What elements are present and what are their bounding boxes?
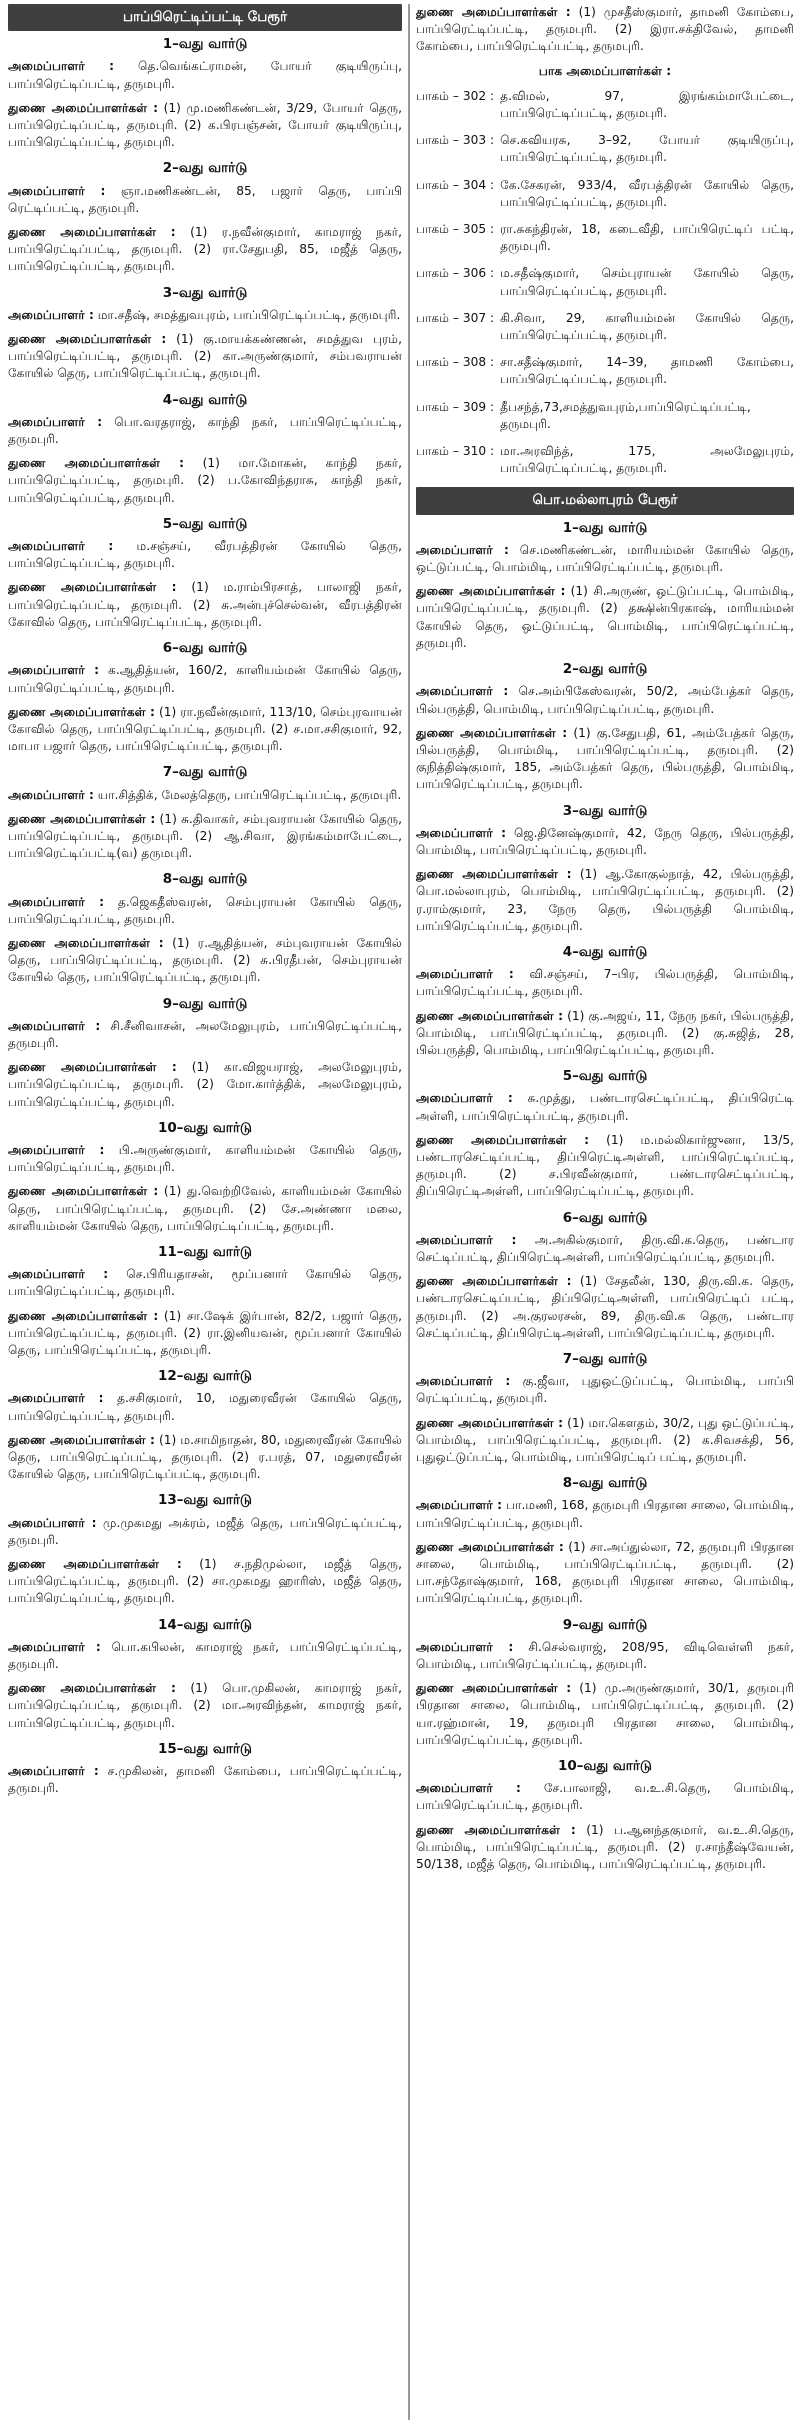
- organizer-text: த.சசிகுமார், 10, மதுரைவீரன் கோயில் தெரு, பாப்பிரெட்டிப்பட்டி, தருமபுரி.: [8, 1391, 402, 1423]
- deputy-organizers-entry: [8, 1432, 402, 1484]
- organizer-entry: [8, 1018, 402, 1052]
- organizer-label: அமைப்பாளர் :: [416, 967, 514, 982]
- organizer-entry: [8, 1266, 402, 1300]
- deputy-organizers-text: (1) சேதலீன், 130, திரு.வி.க. தெரு, பண்டாரசெட்டிப்பட்டி, திப்பிரெட்டிஅள்ளி, பாப்பிரெட்டிப் பட்டி, தருமபுரி. (2) அ.குரலரசன், 89, திரு.வி.க தெரு, பண்டார செட்டிப்பட்டி, திப்பிரெட்டிஅள்ளி, பாப்பிரெட்டிப்பட்டி, தருமபுரி.: [416, 1274, 794, 1340]
- booth-organizer-text: ரா.சுகந்திரன், 18, கடைவீதி, பாப்பிரெட்டிப் பட்டி, தருமபுரி.: [500, 222, 794, 254]
- organizer-text: ம.சஞ்சய், வீரபத்திரன் கோயில் தெரு, பாப்பிரெட்டிப்பட்டி, தருமபுரி.: [8, 539, 402, 571]
- organizer-text: பி.அருண்குமார், காளியம்மன் கோயில் தெரு, பாப்பிரெட்டிப்பட்டி, தருமபுரி.: [8, 1142, 402, 1175]
- deputy-organizers-text: (1) கு.மாயக்கண்ணன், சமத்துவ புரம், பாப்பிரெட்டிப்பட்டி, தருமபுரி. (2) கா.அருண்குமார், சம்பவராயன் கோயில் தெரு, பாப்பிரெட்டிப்பட்டி, தருமபுரி.: [8, 332, 402, 381]
- deputy-organizers-entry: [8, 1308, 402, 1360]
- deputy-organizers-label: துணை அமைப்பாளர்கள் :: [8, 456, 185, 471]
- ward-heading: 6–வது வார்டு: [162, 640, 248, 657]
- organizer-text: பா.மணி, 168, தருமபுரி பிரதான சாலை, பொம்மிடி, பாப்பிரெட்டிப்பட்டி, தருமபுரி.: [416, 1498, 794, 1530]
- deputy-organizers-entry: [416, 866, 794, 935]
- deputy-organizers-label: துணை அமைப்பாளர்கள் :: [8, 100, 158, 115]
- deputy-organizers-entry: [8, 579, 402, 631]
- ward-heading: 8–வது வார்டு: [562, 1475, 648, 1492]
- booth-number: பாகம் – 306 :: [416, 266, 495, 281]
- deputy-organizers-entry: [8, 100, 402, 152]
- booth-organizer-text: த.விமல், 97, இரங்கம்மாபேட்டை, பாப்பிரெட்டிப்பட்டி, தருமபுரி.: [500, 88, 794, 121]
- organizer-label: அமைப்பாளர் :: [416, 1639, 514, 1654]
- organizer-label: அமைப்பாளர் :: [8, 1018, 101, 1033]
- ward-heading: 1–வது வார்டு: [562, 519, 648, 536]
- organizer-label: அமைப்பாளர் :: [8, 183, 106, 198]
- deputy-organizers-entry: [416, 725, 794, 794]
- deputy-organizers-entry: [8, 224, 402, 276]
- deputy-organizers-label: துணை அமைப்பாளர்கள் :: [416, 1008, 563, 1023]
- organizer-label: அமைப்பாளர் :: [8, 539, 114, 554]
- organizer-entry: [8, 1515, 402, 1549]
- booth-number: பாகம் – 308 :: [416, 355, 495, 370]
- section-title-mallapuram: பொ.மல்லாபுரம் பேரூர்: [416, 487, 794, 514]
- organizer-text: யா.சித்திக், மேலத்தெரு, பாப்பிரெட்டிப்பட்டி, தருமபுரி.: [93, 787, 402, 802]
- organizer-entry: [8, 1639, 402, 1673]
- organizer-text: கு.ஜீவா, புதுஒட்டுப்பட்டி, பொம்மிடி, பாப்பி ரெட்டிப்பட்டி, தருமபுரி.: [416, 1374, 794, 1406]
- organizer-text: செ.அம்பிகேஸ்வரன், 50/2, அம்பேத்கர் தெரு, பில்பருத்தி, பொம்மிடி, பாப்பிரெட்டிப்பட்டி, தருமபுரி.: [416, 684, 794, 716]
- deputy-organizers-label: துணை அமைப்பாளர்கள் :: [416, 1274, 572, 1289]
- ward-heading: 10–வது வார்டு: [158, 1119, 252, 1136]
- organizer-entry: [8, 787, 402, 804]
- continued-deputy-organizers: [416, 4, 794, 56]
- organizer-entry: [8, 538, 402, 572]
- organizer-label: அமைப்பாளர் :: [8, 663, 100, 678]
- organizer-label: அமைப்பாளர் :: [8, 1764, 99, 1779]
- ward-heading: 5–வது வார்டு: [162, 515, 248, 532]
- deputy-organizers-label: துணை அமைப்பாளர்கள் :: [8, 1432, 155, 1447]
- organizer-text: மா.சதீஷ், சமத்துவபுரம், பாப்பிரெட்டிப்பட்டி, தருமபுரி.: [93, 307, 401, 322]
- organizer-text: சி.செல்வராஜ், 208/95, விடிவெள்ளி நகர், பொம்மிடி, பாப்பிரெட்டிப்பட்டி, தருமபுரி.: [416, 1639, 794, 1672]
- organizer-entry: [416, 1639, 794, 1673]
- deputy-organizers-entry: [8, 455, 402, 507]
- organizer-entry: [416, 542, 794, 576]
- booth-number: பாகம் – 304 :: [416, 177, 495, 192]
- organizer-label: அமைப்பாளர் :: [416, 1498, 503, 1513]
- booth-number: பாகம் – 303 :: [416, 133, 495, 148]
- organizer-entry: [416, 1090, 794, 1124]
- deputy-organizers-text: (1) சா.ஷேக் இர்பான், 82/2, பஜார் தெரு, பாப்பிரெட்டிப்பட்டி, தருமபுரி. (2) ரா.இனியவன், மூப்பனார் கோயில் தெரு, பாப்பிரெட்டிப்பட்டி, தருமபுரி.: [8, 1308, 402, 1357]
- deputy-organizers-entry: [416, 583, 794, 652]
- organizer-text: சே.பாலாஜி, வ.உ.சி.தெரு, பொம்மிடி, பாப்பிரெட்டிப்பட்டி, தருமபுரி.: [416, 1781, 794, 1813]
- organizer-text: செ.மணிகண்டன், மாரியம்மன் கோயில் தெரு, ஒட்டுப்பட்டி, பொம்மிடி, பாப்பிரெட்டிப்பட்டி, தருமபுரி.: [416, 542, 794, 575]
- deputy-organizers-entry: [8, 1556, 402, 1608]
- deputy-organizers-text: (1) மா.மோகன், காந்தி நகர், பாப்பிரெட்டிப்பட்டி, தருமபுரி. (2) ப.கோவிந்தராசு, காந்தி நகர், பாப்பிரெட்டிப்பட்டி, தருமபுரி.: [8, 456, 402, 505]
- organizer-entry: [8, 662, 402, 696]
- booth-number: பாகம் – 302 :: [416, 88, 495, 103]
- deputy-organizers-entry: [416, 1680, 794, 1749]
- deputy-organizers-text: (1) ச.நதிமுல்லா, மஜீத் தெரு, பாப்பிரெட்டிப்பட்டி, தருமபுரி. (2) சா.முகமது ஹாரிஸ், மஜீத் தெரு, பாப்பிரெட்டிப்பட்டி, தருமபுரி.: [8, 1557, 402, 1606]
- ward-heading: 2–வது வார்டு: [562, 661, 648, 678]
- deputy-organizers-entry: [8, 935, 402, 987]
- deputy-organizers-text: (1) ஆ.கோகுல்நாத், 42, பில்பருத்தி, பொ.மல்லாபுரம், பொம்மிடி, பாப்பிரெட்டிப்பட்டி, தருமபுரி. (2) ர.ராம்குமார், 23, நேரு தெரு, பில்பருத்தி பொம்மிடி, பாப்பிரெட்டிப்பட்டி, தருமபுரி.: [416, 867, 794, 933]
- right-column: [416, 4, 794, 2420]
- deputy-organizers-label: துணை அமைப்பாளர்கள் :: [8, 225, 176, 240]
- deputy-organizers-text: (1) து.வெற்றிவேல், காளியம்மன் கோயில் தெரு, பாப்பிரெட்டிப்பட்டி, தருமபுரி. (2) சே.அண்ணா மலை, காளியம்மன் கோயில் தெரு, பாப்பிரெட்டிப்பட்டி, தருமபுரி.: [8, 1184, 402, 1233]
- booth-organizer-text: கே.சேகரன், 933/4, வீரபத்திரன் கோயில் தெரு, பாப்பிரெட்டிப்பட்டி, தருமபுரி.: [500, 177, 794, 209]
- deputy-organizers-text: (1) ம.மல்லிகார்ஜுனா, 13/5, பண்டாரசெட்டிப்பட்டி, திப்பிரெட்டிஅள்ளி, பாப்பிரெட்டிப்பட்டி, தருமபுரி. (2) ச.பிரவீன்குமார், பண்டாரசெட்டிப்பட்டி, திப்பிரெட்டிஅள்ளி, பாப்பிரெட்டிப்பட்டி, தருமபுரி.: [416, 1132, 794, 1199]
- organizer-text: அ.அகில்குமார், திரு.வி.க.தெரு, பண்டார செட்டிப்பட்டி, திப்பிரெட்டிஅள்ளி, பாப்பிரெட்டிப்பட்டி, தருமபுரி.: [416, 1232, 794, 1264]
- ward-heading: 1–வது வார்டு: [162, 36, 248, 53]
- organizer-text: தெ.வெங்கட்ராமன், போயர் குடியிருப்பு, பாப்பிரெட்டிப்பட்டி, தருமபுரி.: [8, 59, 402, 91]
- organizer-entry: [416, 966, 794, 1000]
- organizer-entry: [8, 414, 402, 448]
- booth-entry: [416, 265, 794, 299]
- deputy-organizers-entry: [8, 704, 402, 756]
- deputy-organizers-entry: [8, 1680, 402, 1732]
- organizer-entry: [8, 1142, 402, 1176]
- deputy-organizers-text: (1) ம.சாமிநாதன், 80, மதுரைவீரன் கோயில் தெரு, பாப்பிரெட்டிப்பட்டி, தருமபுரி. (2) ர.பரத், 07, மதுரைவீரன் கோயில் தெரு, பாப்பிரெட்டிப்பட்டி, தருமபுரி.: [8, 1432, 402, 1482]
- deputy-organizers-text: (1) முசதீஸ்குமார், தாமனி கோம்பை, பாப்பிரெட்டிப்பட்டி, தருமபுரி. (2) இரா.சக்திவேல், தாமனி கோம்பை, பாப்பிரெட்டிப்பட்டி, தருமபுரி.: [416, 5, 794, 54]
- organizer-entry: [416, 1497, 794, 1531]
- deputy-organizers-text: (1) மு.அருண்குமார், 30/1, தருமபுரி பிரதான சாலை, பொம்மிடி, பாப்பிரெட்டிப்பட்டி, தருமபுரி. (2) யா.ரஹ்மான், 19, தருமபுரி பிரதான சாலை, பொம்மிடி, பாப்பிரெட்டிப்பட்டி, தருமபுரி.: [416, 1681, 794, 1747]
- booth-organizer-text: தீபசந்த்,73,சமத்துவபுரம்,பாப்பிரெட்டிப்பட்டி, தருமபுரி.: [500, 399, 751, 431]
- deputy-organizers-label: துணை அமைப்பாளர்கள் :: [8, 332, 167, 347]
- ward-heading: 3–வது வார்டு: [162, 284, 248, 301]
- organizer-label: அமைப்பாளர் :: [416, 1232, 517, 1247]
- organizer-label: அமைப்பாளர் :: [416, 1374, 511, 1389]
- booth-entry: [416, 443, 794, 477]
- deputy-organizers-entry: [8, 1059, 402, 1111]
- deputy-organizers-label: துணை அமைப்பாளர்கள் :: [8, 1308, 159, 1323]
- deputy-organizers-entry: [416, 1273, 794, 1342]
- ward-heading: 8–வது வார்டு: [162, 871, 248, 888]
- right-ward-list: [416, 520, 794, 1874]
- organizer-label: அமைப்பாளர் :: [416, 825, 507, 840]
- deputy-organizers-label: துணை அமைப்பாளர்கள் :: [416, 584, 566, 599]
- ward-heading: 12–வது வார்டு: [158, 1368, 252, 1385]
- organizer-label: அமைப்பாளர் :: [416, 684, 509, 699]
- deputy-organizers-text: (1) மு.மணிகண்டன், 3/29, போயர் தெரு, பாப்பிரெட்டிப்பட்டி, தருமபுரி. (2) க.பிரபஞ்சன், போயர் குடியிருப்பு, பாப்பிரெட்டிப்பட்டி, தருமபுரி.: [8, 100, 402, 150]
- deputy-organizers-label: துணை அமைப்பாளர்கள் :: [416, 5, 571, 19]
- deputy-organizers-label: துணை அமைப்பாளர்கள் :: [416, 1539, 564, 1554]
- ward-heading: 7–வது வார்டு: [162, 764, 248, 781]
- booth-organizer-list: [416, 88, 794, 478]
- ward-heading: 4–வது வார்டு: [562, 943, 648, 960]
- booth-organizer-text: செ.கவியரசு, 3–92, போயர் குடியிருப்பு, பாப்பிரெட்டிப்பட்டி, தருமபுரி.: [500, 133, 794, 165]
- organizer-entry: [416, 825, 794, 859]
- booth-number: பாகம் – 310 :: [416, 444, 495, 459]
- booth-entry: [416, 354, 794, 388]
- deputy-organizers-text: (1) மா.கௌதம், 30/2, புது ஒட்டுப்பட்டி, பொம்மிடி, பாப்பிரெட்டிப்பட்டி, தருமபுரி. (2) க.சிவசக்தி, 56, புதுஒட்டுப்பட்டி, பொம்மிடி, பாப்பிரெட்டிப் பட்டி, தருமபுரி.: [416, 1415, 794, 1465]
- deputy-organizers-label: துணை அமைப்பாளர்கள் :: [8, 1060, 177, 1075]
- organizer-entry: [8, 894, 402, 928]
- deputy-organizers-text: (1) ப.ஆனந்தகுமார், வ.உ.சி.தெரு, பொம்மிடி, பாப்பிரெட்டிப்பட்டி, தருமபுரி. (2) ர.சாந்தீஷ்வேயன், 50/138, மஜீத் தெரு, பொம்மிடி, பாப்பிரெட்டிப்பட்டி, தருமபுரி.: [416, 1822, 794, 1872]
- booth-organizer-text: சா.சதீஷ்குமார், 14–39, தாமணி கோம்பை, பாப்பிரெட்டிப்பட்டி, தருமபுரி.: [500, 355, 794, 387]
- booth-entry: [416, 399, 794, 433]
- organizer-text: ஞா.மணிகண்டன், 85, பஜார் தெரு, பாப்பி ரெட்டிப்பட்டி, தருமபுரி.: [8, 183, 402, 215]
- organizer-entry: [8, 183, 402, 217]
- organizer-entry: [8, 1763, 402, 1797]
- deputy-organizers-text: (1) கு.சேதுபதி, 61, அம்பேத்கர் தெரு, பில்பருத்தி, பொம்மிடி, பாப்பிரெட்டிப்பட்டி, தருமபுரி. (2) குநித்திஷ்குமார், 185, அம்பேத்கர் தெரு, பில்பருத்தி, பொம்மிடி, பாப்பிரெட்டிப்பட்டி, தருமபுரி.: [416, 725, 794, 792]
- deputy-organizers-entry: [8, 811, 402, 863]
- organizer-text: ஜெ.தினேஷ்குமார், 42, நேரு தெரு, பில்பருத்தி, பொம்மிடி, பாப்பிரெட்டிப்பட்டி, தருமபுரி.: [416, 825, 794, 857]
- organizer-text: த.ஜெகதீஸ்வரன், செம்புராயன் கோயில் தெரு, பாப்பிரெட்டிப்பட்டி, தருமபுரி.: [8, 894, 402, 926]
- organizer-entry: [416, 683, 794, 717]
- organizer-label: அமைப்பாளர் :: [8, 894, 104, 909]
- organizer-label: அமைப்பாளர் :: [8, 1639, 101, 1654]
- booth-entry: [416, 88, 794, 122]
- ward-heading: 7–வது வார்டு: [562, 1351, 648, 1367]
- organizer-text: பொ.கபிலன், காமராஜ் நகர், பாப்பிரெட்டிப்பட்டி, தருமபுரி.: [8, 1639, 402, 1672]
- deputy-organizers-label: துணை அமைப்பாளர்கள் :: [8, 580, 177, 595]
- deputy-organizers-text: (1) ரா.நவீன்குமார், 113/10, செம்புரவாயன் கோவில் தெரு, பாப்பிரெட்டிப்பட்டி, தருமபுரி. (2) ச.மா.சசிகுமார், 92, மாபா பஜார் தெரு, பாப்பிரெட்டிப்பட்டி, தருமபுரி.: [8, 704, 402, 754]
- deputy-organizers-text: (1) கு.அஜய், 11, நேரு நகர், பில்பருத்தி, பொம்மிடி, பாப்பிரெட்டிப்பட்டி, தருமபுரி. (2) கு.சுஜித், 28, பில்பருத்தி, பொம்மிடி, பாப்பிரெட்டிப்பட்டி, தருமபுரி.: [416, 1008, 794, 1057]
- ward-heading: 10–வது வார்டு: [558, 1758, 652, 1775]
- organizer-text: ச.முகிலன், தாமனி கோம்பை, பாப்பிரெட்டிப்பட்டி, தருமபுரி.: [8, 1764, 402, 1796]
- deputy-organizers-label: துணை அமைப்பாளர்கள் :: [416, 867, 572, 882]
- organizer-entry: [8, 1390, 402, 1424]
- organizer-label: அமைப்பாளர் :: [8, 1142, 105, 1157]
- organizer-label: அமைப்பாளர் :: [8, 414, 103, 429]
- organizer-entry: [416, 1232, 794, 1266]
- deputy-organizers-text: (1) கா.விஜயராஜ், அலமேலுபுரம், பாப்பிரெட்டிப்பட்டி, தருமபுரி. (2) மோ.கார்த்திக், அலமேலுபுரம், பாப்பிரெட்டிப்பட்டி, தருமபுரி.: [8, 1060, 402, 1109]
- deputy-organizers-entry: [8, 1183, 402, 1235]
- deputy-organizers-label: துணை அமைப்பாளர்கள் :: [416, 725, 568, 740]
- deputy-organizers-entry: [416, 1822, 794, 1874]
- ward-heading: 15–வது வார்டு: [158, 1740, 252, 1757]
- deputy-organizers-entry: [416, 1132, 794, 1201]
- left-ward-list: [8, 36, 402, 1797]
- organizer-entry: [8, 307, 402, 324]
- booth-entry: [416, 310, 794, 344]
- ward-heading: 4–வது வார்டு: [162, 391, 248, 408]
- deputy-organizers-label: துணை அமைப்பாளர்கள் :: [8, 811, 156, 826]
- organizer-label: அமைப்பாளர் :: [8, 1391, 104, 1406]
- booth-organizer-text: ம.சதீஷ்குமார், செம்புராயன் கோயில் தெரு, பாப்பிரெட்டிப்பட்டி, தருமபுரி.: [500, 266, 794, 298]
- organizer-entry: [8, 58, 402, 92]
- ward-heading: 2–வது வார்டு: [162, 160, 248, 177]
- ward-heading: 9–வது வார்டு: [562, 1616, 648, 1633]
- booth-organizer-text: கி.சிவா, 29, காளியம்மன் கோயில் தெரு, பாப்பிரெட்டிப்பட்டி, தருமபுரி.: [500, 310, 794, 343]
- deputy-organizers-entry: [416, 1539, 794, 1608]
- booth-entry: [416, 132, 794, 166]
- organizer-text: சி.சீனிவாசன், அலமேலுபுரம், பாப்பிரெட்டிப்பட்டி, தருமபுரி.: [8, 1018, 402, 1050]
- organizer-text: மு.முகமது அக்ரம், மஜீத் தெரு, பாப்பிரெட்டிப்பட்டி, தருமபுரி.: [8, 1515, 402, 1547]
- booth-number: பாகம் – 307 :: [416, 310, 495, 325]
- left-column: [8, 4, 402, 2420]
- ward-heading: 9–வது வார்டு: [162, 995, 248, 1012]
- ward-heading: 3–வது வார்டு: [562, 802, 648, 819]
- booth-organizer-text: மா.அரவிந்த், 175, அலமேலுபுரம், பாப்பிரெட்டிப்பட்டி, தருமபுரி.: [500, 444, 794, 476]
- deputy-organizers-text: (1) சி.அருண், ஒட்டுப்பட்டி, பொம்மிடி, பாப்பிரெட்டிப்பட்டி, தருமபுரி. (2) தக்ஷின்பிரகாஷ், மாரியம்மன் கோயில் தெரு, ஒட்டுப்பட்டி, பொம்மிடி, பாப்பிரெட்டிப்பட்டி, தருமபுரி.: [416, 584, 794, 650]
- deputy-organizers-text: (1) ர.நவீன்குமார், காமராஜ் நகர், பாப்பிரெட்டிப்பட்டி, தருமபுரி. (2) ரா.சேதுபதி, 85, மஜீத் தெரு, பாப்பிரெட்டிப்பட்டி, தருமபுரி.: [8, 225, 402, 274]
- deputy-organizers-entry: [416, 1008, 794, 1060]
- booth-entry: [416, 177, 794, 211]
- deputy-organizers-label: துணை அமைப்பாளர்கள் :: [416, 1132, 590, 1147]
- organizer-label: அமைப்பாளர் :: [8, 307, 94, 322]
- deputy-organizers-text: (1) சு.திவாகர், சம்புவராயன் கோயில் தெரு, பாப்பிரெட்டிப்பட்டி, தருமபுரி. (2) ஆ.சிவா, இரங்கம்மாபேட்டை, பாப்பிரெட்டிப்பட்டி(வ) தருமபுரி.: [8, 811, 402, 861]
- deputy-organizers-label: துணை அமைப்பாளர்கள் :: [8, 1681, 176, 1696]
- deputy-organizers-text: (1) ம.ராம்பிரசாத், பாலாஜி நகர், பாப்பிரெட்டிப்பட்டி, தருமபுரி. (2) சு.அன்புச்செல்வன், வீரபத்திரன் கோவில் தெரு, பாப்பிரெட்டிப்பட்டி, தருமபுரி.: [8, 580, 402, 629]
- deputy-organizers-label: துணை அமைப்பாளர்கள் :: [8, 935, 164, 950]
- section-title-pappireddipatti: பாப்பிரெட்டிப்பட்டி பேரூர்: [8, 4, 402, 31]
- organizer-text: சு.முத்து, பண்டாரசெட்டிப்பட்டி, திப்பிரெட்டி அள்ளி, பாப்பிரெட்டிப்பட்டி, தருமபுரி.: [416, 1091, 794, 1123]
- organizer-label: அமைப்பாளர் :: [416, 542, 509, 557]
- booth-number: பாகம் – 309 :: [416, 399, 495, 414]
- deputy-organizers-text: (1) ர.ஆதித்யன், சம்புவராயன் கோயில் தெரு, பாப்பிரெட்டிப்பட்டி, தருமபுரி. (2) சு.பிரதீபன், செம்புராயன் கோயில் தெரு, பாப்பிரெட்டிப்பட்டி, தருமபுரி.: [8, 935, 402, 985]
- organizer-label: அமைப்பாளர் :: [8, 59, 115, 74]
- deputy-organizers-label: துணை அமைப்பாளர்கள் :: [416, 1822, 576, 1837]
- ward-heading: 14–வது வார்டு: [158, 1616, 252, 1633]
- organizer-entry: [416, 1373, 794, 1407]
- organizer-entry: [416, 1780, 794, 1814]
- organizer-text: வி.சஞ்சய், 7–பிர, பில்பருத்தி, பொம்மிடி, பாப்பிரெட்டிப்பட்டி, தருமபுரி.: [416, 967, 794, 999]
- deputy-organizers-label: துணை அமைப்பாளர்கள் :: [8, 704, 155, 719]
- deputy-organizers-label: துணை அமைப்பாளர்கள் :: [8, 1184, 159, 1199]
- deputy-organizers-text: (1) பொ.முகிலன், காமராஜ் நகர், பாப்பிரெட்டிப்பட்டி, தருமபுரி. (2) மா.அரவிந்தன், காமராஜ் நகர், பாப்பிரெட்டிப்பட்டி, தருமபுரி.: [8, 1681, 402, 1730]
- deputy-organizers-label: துணை அமைப்பாளர்கள் :: [416, 1415, 564, 1430]
- deputy-organizers-entry: [416, 1415, 794, 1467]
- ward-heading: 5–வது வார்டு: [562, 1068, 648, 1085]
- deputy-organizers-label: துணை அமைப்பாளர்கள் :: [416, 1681, 572, 1696]
- organizer-text: செ.பிரியதாசன், மூப்பனார் கோயில் தெரு, பாப்பிரெட்டிப்பட்டி, தருமபுரி.: [8, 1267, 402, 1299]
- organizer-label: அமைப்பாளர் :: [416, 1091, 513, 1106]
- deputy-organizers-text: (1) சா.அப்துல்லா, 72, தருமபுரி பிரதான சாலை, பொம்மிடி, பாப்பிரெட்டிப்பட்டி, தருமபுரி. (2) பா.சந்தோஷ்குமார், 168, தருமபுரி பிரதான சாலை, பொம்மிடி, பாப்பிரெட்டிப்பட்டி, தருமபுரி.: [416, 1539, 794, 1606]
- ward-heading: 13–வது வார்டு: [158, 1492, 252, 1509]
- organizer-text: க.ஆதித்யன், 160/2, காளியம்மன் கோயில் தெரு, பாப்பிரெட்டிப்பட்டி, தருமபுரி.: [8, 663, 402, 695]
- organizer-label: அமைப்பாளர் :: [8, 1515, 97, 1530]
- organizer-label: அமைப்பாளர் :: [8, 1267, 109, 1282]
- ward-heading: 11–வது வார்டு: [158, 1243, 252, 1260]
- ward-heading: 6–வது வார்டு: [562, 1209, 648, 1226]
- organizer-label: அமைப்பாளர் :: [8, 787, 94, 802]
- organizer-label: அமைப்பாளர் :: [416, 1781, 521, 1796]
- organizer-text: பொ.வரதராஜ், காந்தி நகர், பாப்பிரெட்டிப்பட்டி, தருமபுரி.: [8, 414, 402, 447]
- booth-entry: [416, 221, 794, 255]
- deputy-organizers-entry: [8, 331, 402, 383]
- booth-organizers-heading: பாக அமைப்பாளர்கள் :: [538, 63, 672, 78]
- booth-number: பாகம் – 305 :: [416, 222, 495, 237]
- deputy-organizers-label: துணை அமைப்பாளர்கள் :: [8, 1557, 182, 1572]
- column-divider: [408, 4, 410, 2420]
